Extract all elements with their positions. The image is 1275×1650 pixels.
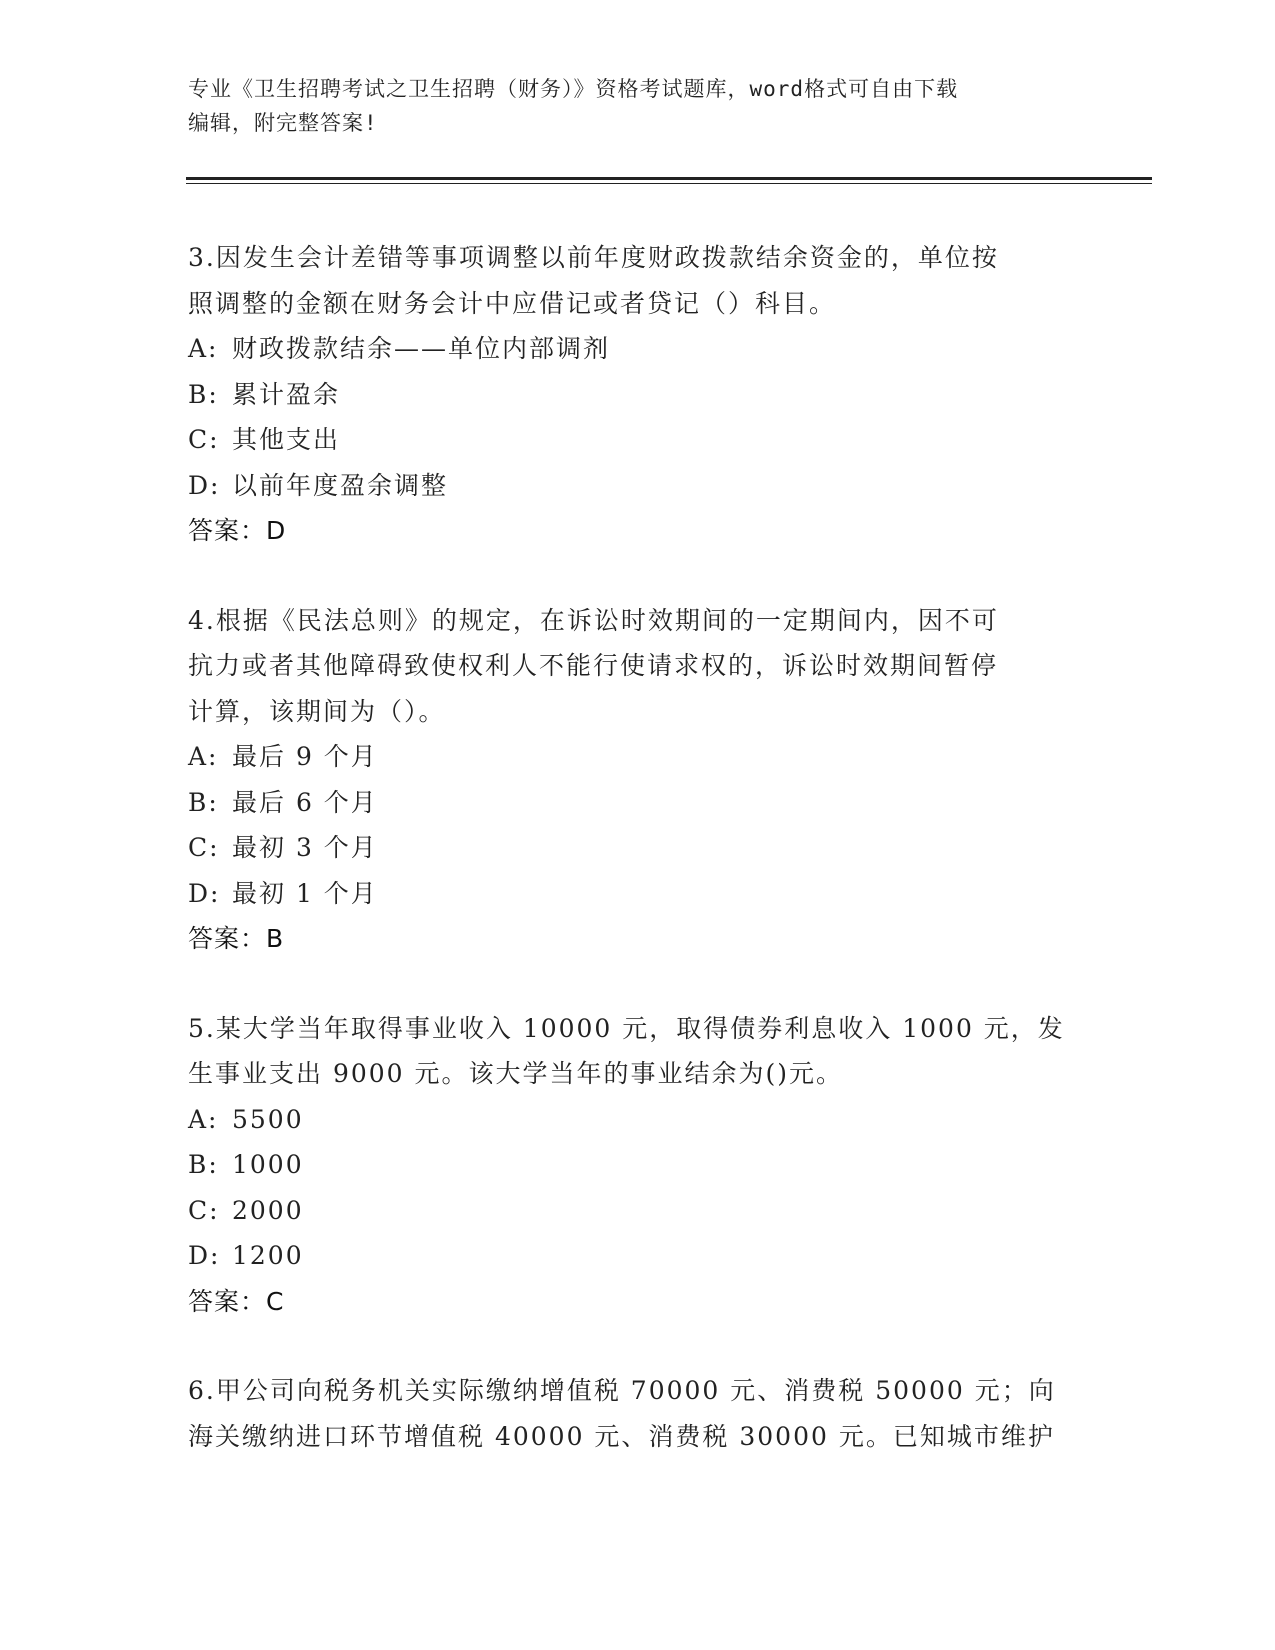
answer-key: 答案：D xyxy=(188,516,287,545)
option-label: A: xyxy=(188,334,219,363)
option-label: C: xyxy=(188,833,220,862)
option-text: 最后 6 个月 xyxy=(232,787,378,817)
answer-option xyxy=(188,1188,1088,1234)
option-text: 最初 1 个月 xyxy=(232,878,378,908)
question-block xyxy=(188,1006,1088,1325)
option-label: B: xyxy=(188,379,219,409)
answer-key: 答案：B xyxy=(188,924,285,953)
header-divider-thin xyxy=(186,183,1152,184)
option-text: 以前年度盈余调整 xyxy=(232,470,449,500)
header-line-1: 专业《卫生招聘考试之卫生招聘（财务）》资格考试题库，word格式可自由下载 xyxy=(188,77,959,101)
question-text-line: 5.某大学当年取得事业收入 10000 元，取得债券利息收入 1000 元，发 xyxy=(188,1013,1065,1043)
answer-option xyxy=(188,1142,1088,1188)
option-text: 其他支出 xyxy=(232,425,341,454)
answer-option xyxy=(188,1233,1088,1279)
option-text: 最初 3 个月 xyxy=(232,833,378,862)
option-label: A: xyxy=(188,742,219,771)
question-block xyxy=(188,235,1088,554)
option-text: 累计盈余 xyxy=(232,379,341,409)
question-text-line: 海关缴纳进口环节增值税 40000 元、消费税 30000 元。已知城市维护 xyxy=(188,1421,1055,1451)
answer-option xyxy=(188,1097,1088,1143)
option-label: D: xyxy=(188,470,221,500)
option-label: C: xyxy=(188,1195,220,1225)
question-block xyxy=(188,598,1088,962)
option-text: 财政拨款结余——单位内部调剂 xyxy=(232,334,611,363)
option-label: B: xyxy=(188,787,219,817)
question-text-line: 抗力或者其他障碍致使权利人不能行使请求权的，诉讼时效期间暂停 xyxy=(188,651,999,680)
answer-option xyxy=(188,780,1088,826)
option-text: 1200 xyxy=(232,1241,304,1270)
answer-option xyxy=(188,463,1088,509)
header-line-2: 编辑，附完整答案! xyxy=(188,111,378,135)
question-text-line: 3.因发生会计差错等事项调整以前年度财政拨款结余资金的，单位按 xyxy=(188,243,999,272)
option-text: 1000 xyxy=(232,1150,304,1179)
option-text: 2000 xyxy=(232,1195,304,1225)
question-list xyxy=(188,235,1088,1503)
option-text: 最后 9 个月 xyxy=(232,742,378,771)
question-text-line: 生事业支出 9000 元。该大学当年的事业结余为()元。 xyxy=(188,1059,844,1088)
answer-option xyxy=(188,326,1088,372)
answer-option xyxy=(188,734,1088,780)
document-header xyxy=(188,72,1088,140)
answer-option xyxy=(188,372,1088,418)
answer-option xyxy=(188,825,1088,871)
question-text-line: 照调整的金额在财务会计中应借记或者贷记（）科目。 xyxy=(188,288,837,318)
option-label: B: xyxy=(188,1150,219,1179)
option-label: C: xyxy=(188,425,220,454)
option-text: 5500 xyxy=(232,1104,304,1134)
option-label: D: xyxy=(188,1241,221,1270)
question-text-line: 4.根据《民法总则》的规定，在诉讼时效期间的一定期间内，因不可 xyxy=(188,605,999,635)
option-label: A: xyxy=(188,1104,219,1134)
header-divider-thick xyxy=(186,177,1152,180)
answer-option xyxy=(188,417,1088,463)
question-text-line: 计算，该期间为（）。 xyxy=(188,696,446,726)
question-text-line: 6.甲公司向税务机关实际缴纳增值税 70000 元、消费税 50000 元；向 xyxy=(188,1376,1056,1405)
question-block xyxy=(188,1368,1088,1459)
option-label: D: xyxy=(188,878,221,908)
answer-option xyxy=(188,871,1088,917)
answer-key: 答案：C xyxy=(188,1286,285,1316)
